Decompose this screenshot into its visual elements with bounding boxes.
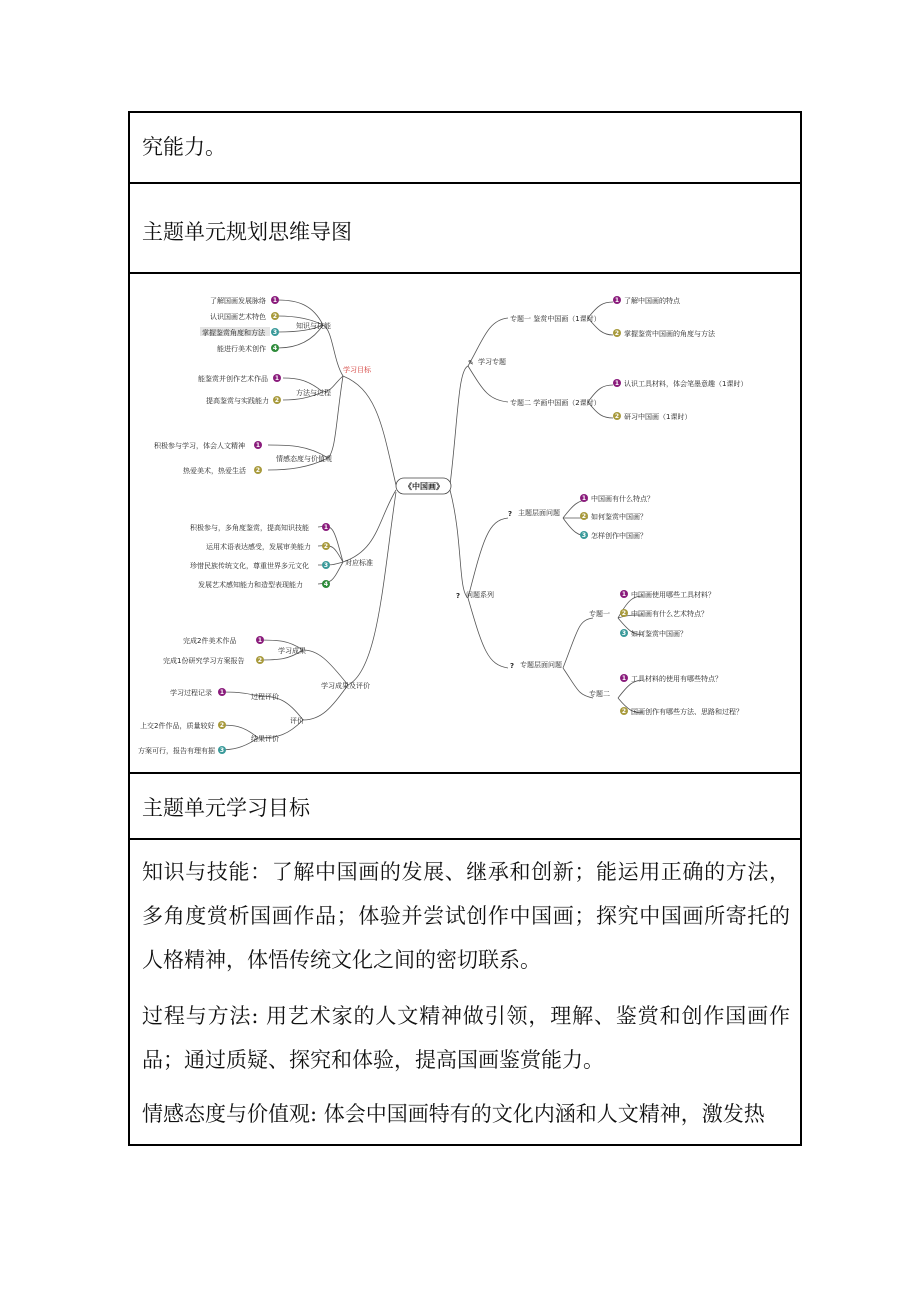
result-items <box>163 636 264 665</box>
svg-text:3: 3 <box>219 747 225 754</box>
svg-text:2: 2 <box>323 543 329 550</box>
goal-knowledge-paragraph: 知识与技能：了解中国画的发展、继承和创新；能运用正确的方法，多角度赏析国画作品；体验并尝试创作中国画；探究中国画所寄托的人格精神，体悟传统文化之间的密切联系。 <box>142 860 790 972</box>
node-standard: 对应标准 <box>345 559 373 567</box>
node-assess: 评价 <box>290 717 304 725</box>
svg-text:2: 2 <box>621 708 627 715</box>
sub1-items <box>620 590 715 638</box>
svg-text:2: 2 <box>581 513 587 520</box>
svg-text:中国画使用哪些工具材料？: 中国画使用哪些工具材料？ <box>631 591 715 599</box>
svg-text:怎样创作中国画？: 怎样创作中国画？ <box>591 532 647 540</box>
svg-text:掌握鉴赏角度和方法: 掌握鉴赏角度和方法 <box>202 329 265 337</box>
section-heading-goals: 主题单元学习目标 <box>142 796 310 820</box>
svg-text:方案可行，报告有理有据: 方案可行，报告有理有据 <box>138 747 215 755</box>
table-row <box>130 182 800 272</box>
svg-text:工具材料的使用有哪些特点？: 工具材料的使用有哪些特点？ <box>631 675 722 683</box>
table-row <box>130 113 800 182</box>
node-final-eval: 结果评价 <box>251 735 279 743</box>
node-sub1: 专题一 <box>589 610 610 618</box>
svg-text:积极参与学习，体会人文精神: 积极参与学习，体会人文精神 <box>154 442 245 450</box>
svg-text:《中国画》: 《中国画》 <box>404 482 444 491</box>
svg-text:热爱美术，热爱生活: 热爱美术，热爱生活 <box>183 467 246 475</box>
svg-text:1: 1 <box>274 375 280 382</box>
goal-method-paragraph: 过程与方法: 用艺术家的人文精神做引领，理解、鉴赏和创作国画作品；通过质疑、探究和体验，提高国画鉴赏能力。 <box>142 1004 790 1072</box>
svg-text:4: 4 <box>323 581 329 588</box>
svg-text:?: ? <box>510 662 515 670</box>
document-table <box>128 111 802 1146</box>
svg-text:1: 1 <box>255 442 261 449</box>
svg-text:能鉴赏并创作艺术作品: 能鉴赏并创作艺术作品 <box>198 375 268 383</box>
svg-text:中国画有什么艺术特点？: 中国画有什么艺术特点？ <box>631 610 708 618</box>
svg-text:学习过程记录: 学习过程记录 <box>170 689 212 697</box>
node-questions: 问题系列 <box>466 591 494 599</box>
node-main-q: 主题层面问题 <box>518 509 560 517</box>
node-process-eval: 过程评价 <box>251 693 279 701</box>
svg-text:2: 2 <box>255 467 261 474</box>
svg-text:认识国画艺术特色: 认识国画艺术特色 <box>210 313 266 321</box>
svg-text:1: 1 <box>614 297 620 304</box>
svg-text:中国画有什么特点？: 中国画有什么特点？ <box>591 495 654 503</box>
table-row <box>130 838 800 1146</box>
svg-text:1: 1 <box>272 297 278 304</box>
node-method: 方法与过程 <box>296 389 331 397</box>
svg-text:3: 3 <box>621 630 627 637</box>
svg-text:2: 2 <box>274 397 280 404</box>
node-sub2: 专题二 <box>589 690 610 698</box>
svg-text:完成1份研究学习方案报告: 完成1份研究学习方案报告 <box>163 657 245 665</box>
topic1-items <box>613 296 716 338</box>
svg-text:1: 1 <box>621 675 627 682</box>
node-topics: 学习专题 <box>478 358 506 366</box>
svg-text:?: ? <box>456 592 461 600</box>
svg-text:珍惜民族传统文化，尊重世界多元文化: 珍惜民族传统文化，尊重世界多元文化 <box>190 562 309 570</box>
svg-text:?: ? <box>508 510 513 518</box>
mindmap-diagram <box>138 280 788 768</box>
section-heading-mindmap: 主题单元规划思维导图 <box>142 220 352 244</box>
svg-text:如何鉴赏中国画？: 如何鉴赏中国画？ <box>591 513 647 521</box>
svg-text:2: 2 <box>219 722 225 729</box>
main-q-items <box>580 494 654 540</box>
sub2-items <box>620 674 743 716</box>
node-sub-q: 专题层面问题 <box>520 661 562 669</box>
svg-text:2: 2 <box>614 330 620 337</box>
svg-text:1: 1 <box>219 689 225 696</box>
svg-text:1: 1 <box>323 524 329 531</box>
svg-text:✎: ✎ <box>468 359 474 367</box>
svg-text:掌握鉴赏中国画的角度与方法: 掌握鉴赏中国画的角度与方法 <box>624 330 715 338</box>
mindmap-root <box>396 478 451 494</box>
node-topic2: 专题二 学画中国画（2课时） <box>510 399 601 407</box>
svg-text:3: 3 <box>272 329 278 336</box>
svg-text:1: 1 <box>581 495 587 502</box>
method-items <box>198 374 281 405</box>
svg-text:发展艺术感知能力和造型表现能力: 发展艺术感知能力和造型表现能力 <box>198 581 303 589</box>
topic2-items <box>613 379 747 421</box>
svg-text:3: 3 <box>323 562 329 569</box>
svg-text:2: 2 <box>257 657 263 664</box>
node-attitude: 情感态度与价值观 <box>276 455 332 463</box>
process-items <box>170 688 226 697</box>
svg-text:2: 2 <box>614 413 620 420</box>
svg-text:1: 1 <box>621 591 627 598</box>
svg-text:上交2件作品，质量较好: 上交2件作品，质量较好 <box>140 722 215 730</box>
svg-text:研习中国画（1课时）: 研习中国画（1课时） <box>624 413 692 421</box>
svg-text:2: 2 <box>621 610 627 617</box>
node-result: 学习成果 <box>278 647 306 655</box>
table-row <box>130 772 800 838</box>
final-items <box>138 721 226 756</box>
svg-text:积极参与，多角度鉴赏，提高知识技能: 积极参与，多角度鉴赏，提高知识技能 <box>190 524 309 532</box>
node-goal: 学习目标 <box>343 366 371 374</box>
svg-text:了解中国画的特点: 了解中国画的特点 <box>624 297 680 305</box>
node-knowledge: 知识与技能 <box>296 322 331 330</box>
svg-text:1: 1 <box>257 637 263 644</box>
svg-text:3: 3 <box>581 532 587 539</box>
svg-text:完成2件美术作品: 完成2件美术作品 <box>183 637 237 645</box>
svg-text:提高鉴赏与实践能力: 提高鉴赏与实践能力 <box>206 397 269 405</box>
svg-text:4: 4 <box>272 345 278 352</box>
standard-items <box>190 523 330 589</box>
svg-text:如何鉴赏中国画？: 如何鉴赏中国画？ <box>631 630 687 638</box>
svg-text:认识工具材料，体会笔墨意趣（1课时）: 认识工具材料，体会笔墨意趣（1课时） <box>624 380 748 388</box>
knowledge-items <box>200 296 279 353</box>
svg-text:2: 2 <box>272 313 278 320</box>
svg-text:国画创作有哪些方法、思路和过程？: 国画创作有哪些方法、思路和过程？ <box>631 708 743 716</box>
svg-text:了解国画发展脉络: 了解国画发展脉络 <box>210 297 266 305</box>
continued-text: 究能力。 <box>142 135 226 159</box>
svg-text:1: 1 <box>614 380 620 387</box>
attitude-items <box>154 441 262 476</box>
node-topic1: 专题一 鉴赏中国画（1课时） <box>510 315 601 323</box>
node-eval: 学习成果及评价 <box>321 682 370 690</box>
mindmap-cell <box>130 272 800 772</box>
svg-text:运用术语表达感受，发展审美能力: 运用术语表达感受，发展审美能力 <box>206 543 311 551</box>
svg-text:能进行美术创作: 能进行美术创作 <box>217 345 266 353</box>
goal-attitude-paragraph: 情感态度与价值观: 体会中国画特有的文化内涵和人文精神，激发热 <box>142 1102 765 1126</box>
